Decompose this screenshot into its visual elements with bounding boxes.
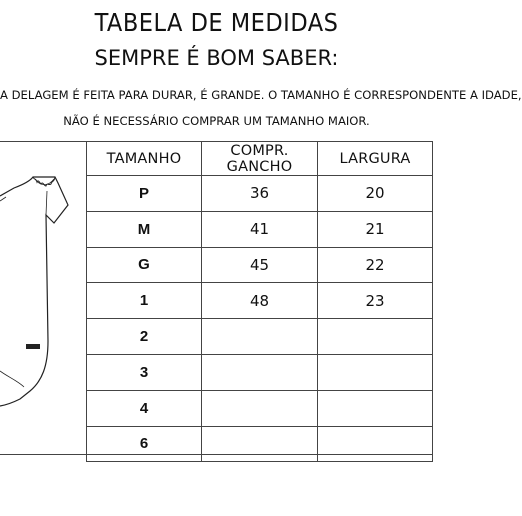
gancho-cell: 41	[202, 211, 318, 247]
table-row	[87, 426, 433, 462]
size-cell: P	[87, 176, 202, 212]
table-row	[87, 247, 433, 283]
largura-cell	[318, 426, 433, 462]
note-line-2: NÃO É NECESSÁRIO COMPRAR UM TAMANHO MAIOR.	[63, 114, 370, 128]
gancho-cell	[202, 426, 318, 462]
size-cell: 1	[87, 283, 202, 319]
table-row	[87, 319, 433, 355]
largura-cell	[318, 319, 433, 355]
size-cell: 2	[87, 319, 202, 355]
brand-tag	[26, 344, 40, 349]
largura-cell: 22	[318, 247, 433, 283]
gancho-cell: 48	[202, 283, 318, 319]
size-cell: 4	[87, 390, 202, 426]
gancho-cell: 45	[202, 247, 318, 283]
header-largura: LARGURA	[318, 142, 433, 176]
gancho-cell	[202, 354, 318, 390]
table-header-row	[87, 142, 433, 176]
gancho-cell: 36	[202, 176, 318, 212]
size-cell: M	[87, 211, 202, 247]
page-title: TABELA DE MEDIDAS	[94, 8, 339, 37]
gancho-cell	[202, 319, 318, 355]
table-row	[87, 176, 433, 212]
page-subtitle: SEMPRE É BOM SABER:	[94, 46, 339, 70]
header-tamanho: TAMANHO	[87, 142, 202, 176]
largura-cell: 21	[318, 211, 433, 247]
table-row	[87, 390, 433, 426]
size-table	[86, 141, 433, 462]
size-cell: 6	[87, 426, 202, 462]
size-cell: G	[87, 247, 202, 283]
table-row	[87, 211, 433, 247]
note-line-1: A DELAGEM É FEITA PARA DURAR, É GRANDE. O TAMANHO É CORRESPONDENTE A IDADE,	[0, 88, 522, 102]
table-row	[87, 354, 433, 390]
bodysuit-outline	[0, 177, 68, 406]
largura-cell: 20	[318, 176, 433, 212]
gancho-cell	[202, 390, 318, 426]
header-compr-gancho: COMPR. GANCHO	[202, 142, 318, 176]
table-row	[87, 283, 433, 319]
largura-cell: 23	[318, 283, 433, 319]
largura-cell	[318, 390, 433, 426]
largura-cell	[318, 354, 433, 390]
size-cell: 3	[87, 354, 202, 390]
bodysuit-illustration	[0, 141, 86, 453]
